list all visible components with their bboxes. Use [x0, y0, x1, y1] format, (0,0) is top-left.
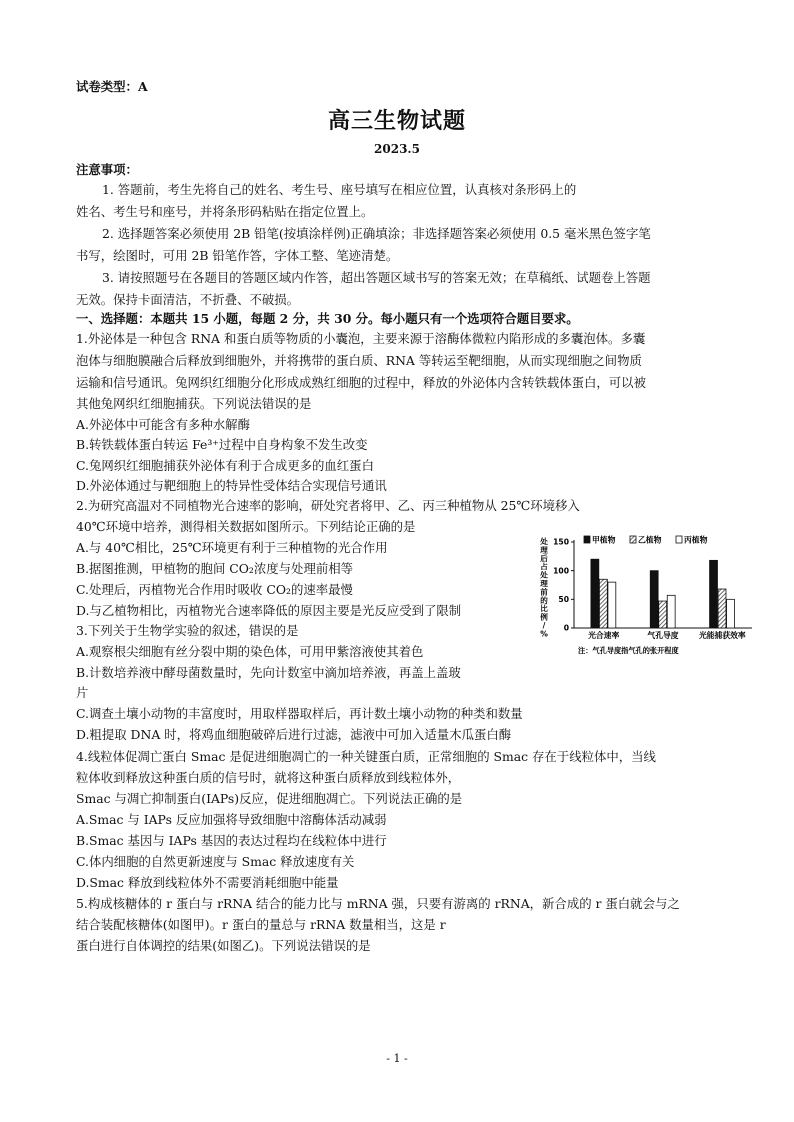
option-line: D.外泌体通过与靶细胞上的特异性受体结合实现信号通讯 — [76, 478, 387, 493]
ylabel-char: % — [540, 629, 548, 639]
legend-label: 甲植物 — [592, 535, 616, 545]
question-line: 结合装配核糖体(如图甲)。r 蛋白的量总与 rRNA 数量相当，这是 r — [76, 917, 446, 932]
option-line: A.外泌体中可能含有多种水解酶 — [76, 417, 250, 432]
ylabel-char: 处 — [540, 537, 548, 546]
paper-type: 试卷类型：A — [76, 79, 148, 94]
bar — [650, 571, 658, 628]
option-line: C.体内细胞的自然更新速度与 Smac 释放速度有关 — [76, 854, 355, 869]
question-line: 运输和信号通讯。兔网织红细胞分化形成成熟红细胞的过程中，释放的外泌体内含转铁载体蛋白，可以被 — [76, 375, 646, 390]
page-number: - 1 - — [386, 1052, 408, 1065]
chart-ticks — [553, 538, 574, 633]
chart-bars — [591, 559, 735, 628]
ylabel-char: / — [542, 621, 546, 630]
question-line: 4.线粒体促凋亡蛋白 Smac 是促进细胞凋亡的一种关键蛋白质，正常细胞的 Smac 存在于线粒体中，当线 — [76, 749, 656, 764]
ylabel-char: 的 — [540, 595, 548, 605]
option-line: 片 — [76, 685, 89, 700]
bar — [659, 601, 667, 628]
question-line: 2.为研究高温对不同植物光合速率的影响，研处究者将甲、乙、丙三种植物从 25℃环境移入 — [76, 498, 580, 513]
chart-legend — [584, 535, 708, 545]
notice-line: 3. 请按照题号在各题目的答题区域内作答，超出答题区域书写的答案无效；在草稿纸、试题卷上答题 — [102, 270, 651, 285]
question-line: 蛋白进行自体调控的结果(如图乙)。下列说法错误的是 — [76, 938, 371, 953]
y-tick-label: 0 — [563, 623, 569, 633]
bar — [710, 560, 718, 628]
ylabel-char: 理 — [540, 545, 548, 555]
page-title: 高三生物试题 — [327, 108, 466, 134]
question-line: Smac 与凋亡抑制蛋白(IAPs)反应，促进细胞凋亡。下列说法正确的是 — [76, 791, 463, 806]
ylabel-char: 占 — [540, 562, 548, 572]
bar-chart — [536, 532, 754, 658]
option-line: A.与 40℃相比，25℃环境更有利于三种植物的光合作用 — [76, 540, 388, 555]
question-line: 其他兔网织红细胞捕获。下列说法错误的是 — [76, 396, 312, 411]
bar — [718, 589, 726, 628]
question-line: 粒体收到释放这种蛋白质的信号时，就将这种蛋白质释放到线粒体外， — [76, 770, 461, 785]
y-tick-label: 150 — [553, 537, 569, 547]
option-line: B.计数培养液中酵母菌数量时，先向计数室中滴加培养液，再盖上盖玻 — [76, 665, 461, 680]
bar — [608, 582, 616, 628]
ylabel-char: 处 — [540, 570, 548, 580]
ylabel-char: 理 — [540, 579, 548, 588]
option-line: C.兔网织红细胞捕获外泌体有利于合成更多的血红蛋白 — [76, 458, 374, 473]
bar — [667, 595, 675, 628]
category-label: 光能捕获效率 — [698, 631, 746, 640]
category-label: 气孔导度 — [647, 631, 679, 640]
y-tick-label: 100 — [553, 566, 569, 576]
notice-line: 2. 选择题答案必须使用 2B 铅笔(按填涂样例)正确填涂；非选择题答案必须使用 0.5 毫米黑色签字笔 — [102, 226, 651, 241]
ylabel-char: 比 — [540, 604, 548, 614]
section-heading: 一、选择题：本题共 15 小题，每题 2 分，共 30 分。每小题只有一个选项符合题目要求。 — [76, 311, 579, 326]
exam-date: 2023.5 — [374, 142, 420, 156]
question-line: 5.构成核糖体的 r 蛋白与 rRNA 结合的能力比与 mRNA 强，只要有游离的 rRNA，新合成的 r 蛋白就会与之 — [76, 896, 680, 911]
bar — [591, 559, 599, 628]
option-line: D.Smac 释放到线粒体外不需要消耗细胞中能量 — [76, 875, 339, 890]
notice-line: 姓名、考生号和座号，并将条形码粘贴在指定位置上。 — [76, 204, 374, 219]
option-line: A.Smac 与 IAPs 反应加强将导致细胞中溶酶体活动减弱 — [76, 812, 387, 827]
chart-note: 注：气孔导度指气孔的张开程度 — [578, 646, 679, 655]
ylabel-char: 例 — [540, 612, 548, 622]
option-line: C.处理后，丙植物光合作用时吸收 CO₂的速率最慢 — [76, 582, 353, 597]
bar — [727, 599, 735, 628]
notice-line: 1. 答题前，考生先将自己的姓名、考生号、座号填写在相应位置，认真核对条形码上的 — [102, 182, 577, 197]
option-line: B.Smac 基因与 IAPs 基因的表达过程均在线粒体中进行 — [76, 833, 387, 848]
y-tick-label: 50 — [558, 594, 569, 604]
option-line: B.转铁载体蛋白转运 Fe³⁺过程中自身构象不发生改变 — [76, 437, 368, 452]
legend-swatch — [630, 536, 636, 543]
category-label: 光合速率 — [588, 631, 620, 640]
question-line: 1.外泌体是一种包含 RNA 和蛋白质等物质的小囊泡，主要来源于溶酶体微粒内陷形成的多囊泡体。多囊 — [76, 331, 646, 346]
legend-swatch — [584, 536, 590, 543]
bar — [599, 579, 607, 628]
ylabel-char: 后 — [540, 553, 548, 563]
chart-ylabel — [539, 536, 548, 638]
notice-line: 书写，绘图时，可用 2B 铅笔作答，字体工整、笔迹清楚。 — [76, 248, 399, 263]
option-line: D.粗提取 DNA 时，将鸡血细胞破碎后进行过滤，滤液中可加入适量木瓜蛋白酶 — [76, 727, 512, 742]
question-line: 泡体与细胞膜融合后释放到细胞外，并将携带的蛋白质、RNA 等转运至靶细胞，从而实现细胞之间物质 — [76, 353, 642, 368]
option-line: D.与乙植物相比，丙植物光合速率降低的原因主要是光反应受到了限制 — [76, 603, 462, 618]
notice-line: 无效。保持卡面清洁，不折叠、不破损。 — [76, 292, 300, 307]
option-line: B.据图推测，甲植物的胞间 CO₂浓度与处理前相等 — [76, 561, 354, 576]
legend-label: 丙植物 — [684, 535, 708, 545]
notice-heading: 注意事项： — [76, 162, 138, 177]
question-line: 40℃环境中培养，测得相关数据如图所示。下列结论正确的是 — [76, 519, 416, 534]
chart-categories — [588, 630, 746, 640]
legend-label: 乙植物 — [638, 535, 662, 545]
ylabel-char: 前 — [540, 587, 548, 597]
legend-swatch — [676, 536, 682, 543]
question-line: 3.下列关于生物学实验的叙述，错误的是 — [76, 623, 299, 638]
option-line: C.调查土壤小动物的丰富度时，用取样器取样后，再计数土壤小动物的种类和数量 — [76, 706, 523, 721]
option-line: A.观察根尖细胞有丝分裂中期的染色体，可用甲紫溶液使其着色 — [76, 644, 424, 659]
